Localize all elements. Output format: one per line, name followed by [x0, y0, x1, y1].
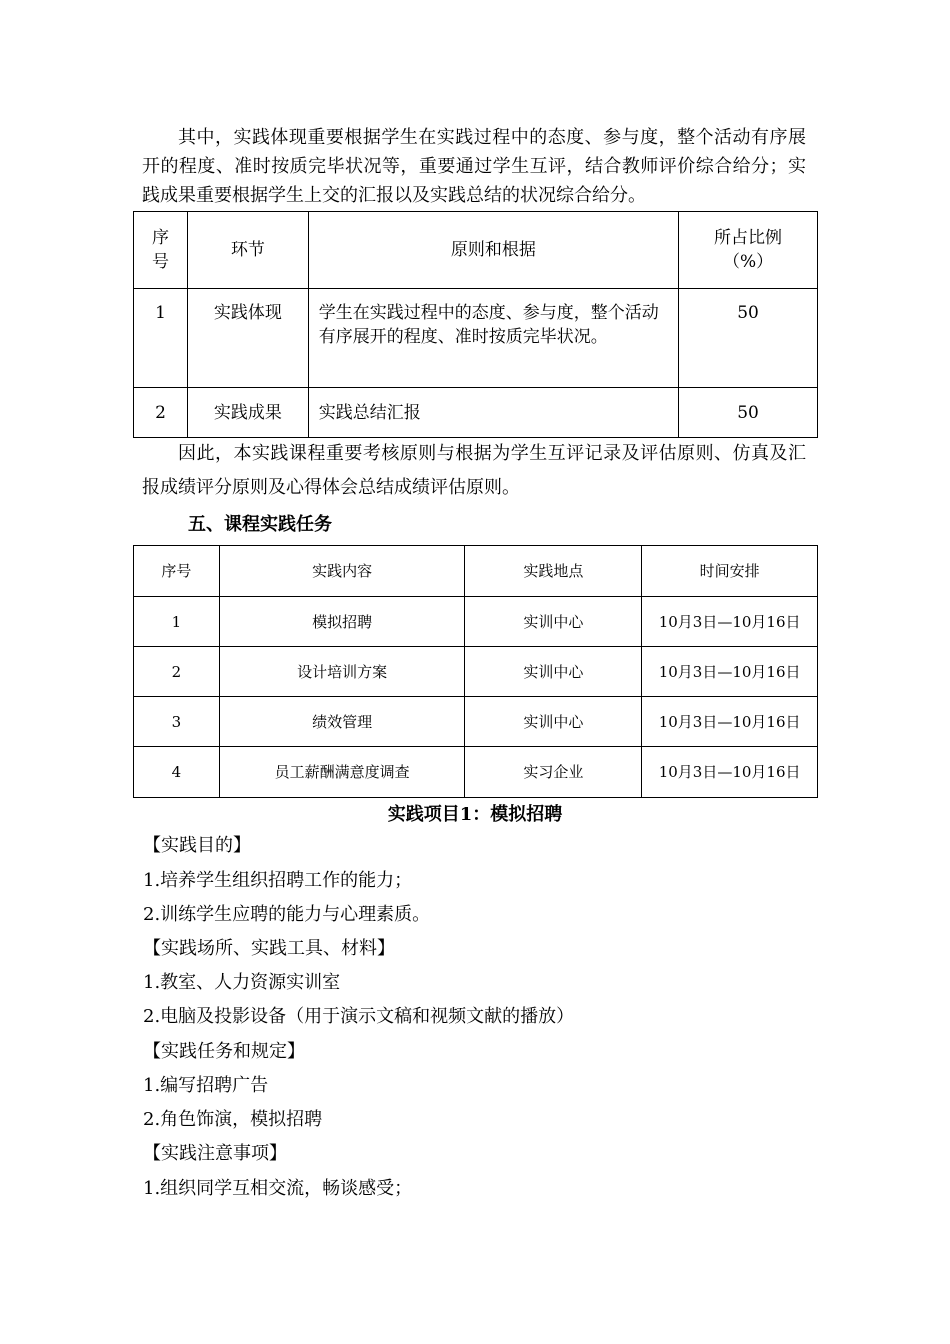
- project-line: 【实践任务和规定】: [143, 1041, 305, 1062]
- cell-time: 10月3日—10月16日: [642, 597, 818, 647]
- project-line: 1.教室、人力资源实训室: [143, 972, 341, 993]
- header-cell: 序号: [134, 546, 220, 597]
- header-cell: 原则和根据: [308, 212, 678, 289]
- header-cell: 时间安排: [642, 546, 818, 597]
- project-line: 2.电脑及投影设备（用于演示文稿和视频文献的播放）: [143, 1006, 575, 1027]
- project-line: 2.角色饰演，模拟招聘: [143, 1109, 323, 1130]
- project-line: 1.编写招聘广告: [143, 1075, 269, 1096]
- cell-stage: 实践成果: [187, 388, 308, 438]
- cell-content: 设计培训方案: [219, 647, 465, 697]
- cell-no: 3: [134, 697, 220, 747]
- cell-ratio: 50: [679, 289, 818, 388]
- project-line: 2.训练学生应聘的能力与心理素质。: [143, 904, 431, 925]
- cell-no: 1: [134, 289, 188, 388]
- cell-stage: 实践体现: [187, 289, 308, 388]
- cell-no: 2: [134, 647, 220, 697]
- table-row: [134, 388, 818, 438]
- cell-time: 10月3日—10月16日: [642, 647, 818, 697]
- cell-content: 绩效管理: [219, 697, 465, 747]
- cell-content: 员工薪酬满意度调查: [219, 747, 465, 798]
- table-row: [134, 597, 818, 647]
- cell-no: 4: [134, 747, 220, 798]
- header-cell: 实践地点: [465, 546, 642, 597]
- table-header-row: [134, 212, 818, 289]
- section-heading: 五、课程实践任务: [188, 514, 332, 535]
- table-header-row: [134, 546, 818, 597]
- cell-no: 1: [134, 597, 220, 647]
- cell-place: 实训中心: [465, 697, 642, 747]
- cell-time: 10月3日—10月16日: [642, 747, 818, 798]
- project-line: 【实践目的】: [143, 835, 251, 856]
- assessment-table: [133, 211, 818, 438]
- project-title: 实践项目1：模拟招聘: [387, 804, 563, 825]
- table-row: [134, 747, 818, 798]
- cell-basis: 实践总结汇报: [308, 388, 678, 438]
- project-line: 1.组织同学互相交流，畅谈感受；: [143, 1178, 413, 1199]
- header-cell: 序号: [134, 212, 188, 289]
- table-row: [134, 697, 818, 747]
- header-cell: 环节: [187, 212, 308, 289]
- task-table: [133, 545, 818, 798]
- summary-paragraph: 因此，本实践课程重要考核原则与根据为学生互评记录及评估原则、仿真及汇报成绩评分原则及心得体会总结成绩评估原则。: [142, 443, 806, 498]
- cell-ratio: 50: [679, 388, 818, 438]
- project-line: 1.培养学生组织招聘工作的能力；: [143, 870, 413, 891]
- header-cell: 实践内容: [219, 546, 465, 597]
- cell-place: 实训中心: [465, 597, 642, 647]
- cell-time: 10月3日—10月16日: [642, 697, 818, 747]
- table-row: [134, 647, 818, 697]
- table-row: [134, 289, 818, 388]
- cell-place: 实训中心: [465, 647, 642, 697]
- cell-place: 实习企业: [465, 747, 642, 798]
- header-cell: 所占比例（%）: [679, 212, 818, 289]
- cell-basis: 学生在实践过程中的态度、参与度，整个活动有序展开的程度、准时按质完毕状况。: [308, 289, 678, 388]
- project-line: 【实践场所、实践工具、材料】: [143, 938, 395, 959]
- cell-content: 模拟招聘: [219, 597, 465, 647]
- cell-no: 2: [134, 388, 188, 438]
- project-line: 【实践注意事项】: [143, 1143, 287, 1164]
- intro-paragraph: 其中，实践体现重要根据学生在实践过程中的态度、参与度，整个活动有序展开的程度、准时按质完毕状况等，重要通过学生互评，结合教师评价综合给分；实践成果重要根据学生上交的汇报以及实践总结的状况综合给分。: [142, 127, 806, 206]
